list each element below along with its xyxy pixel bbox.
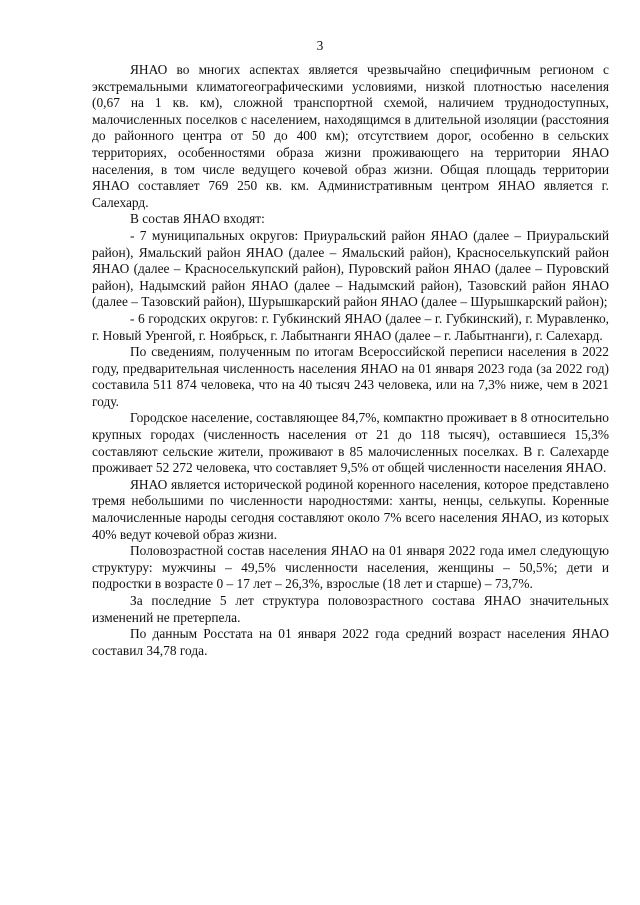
paragraph-city-districts: - 6 городских округов: г. Губкинский ЯНАО (далее – г. Губкинский), г. Муравленко, г. Новый Уренгой, г. Ноябрьск, г. Лабытнанги ЯНАО (далее – г. Лабытнанги), г. Салехард. [92, 310, 609, 343]
paragraph-urban-population: Городское население, составляющее 84,7%, компактно проживает в 8 относительно крупных городах (численность населения от 21 до 118 тысяч), оставшиеся 15,3% составляют сельские жители, проживают в 85 малочисленных поселках. В г. Салехарде проживает 52 272 человека, что составляет 9,5% от общей численности населения ЯНАО. [92, 410, 609, 476]
paragraph-composition-intro: В состав ЯНАО входят: [130, 211, 265, 227]
paragraph-region-overview: ЯНАО во многих аспектах является чрезвычайно специфичным регионом с экстремальными климатогеографическими условиями, низкой плотностью населения (0,67 на 1 кв. км), сложной транспортной схемой, наличием труднодоступных, малочисленных поселков с населением, находящимся в длительной изоляции (расстояния до районного центра от 50 до 400 км); отсутствием дорог, особенно в сельских территориях, особенностями образа жизни проживающего на территории ЯНАО населения, в том числе ведущего кочевой образ жизни. Общая площадь территории ЯНАО составляет 769 250 кв. км. Административным центром ЯНАО является г. Салехард. [92, 62, 609, 210]
paragraph-municipal-districts: - 7 муниципальных округов: Приуральский район ЯНАО (далее – Приуральский район), Ямальский район ЯНАО (далее – Ямальский район), Красноселькупский район ЯНАО (далее – Красноселькупский район), Пуровский район ЯНАО (далее – Пуровский район), Надымский район ЯНАО (далее – Надымский район), Тазовский район ЯНАО (далее – Тазовский район), Шурышкарский район ЯНАО (далее – Шурышкарский район); [92, 227, 609, 310]
paragraph-census-population: По сведениям, полученным по итогам Всероссийской переписи населения в 2022 году, предварительная численность населения ЯНАО на 01 января 2023 года (за 2022 год) составила 511 874 человека, что на 40 тысяч 243 человека, или на 7,3% ниже, чем в 2021 году. [92, 344, 609, 409]
document-body [92, 62, 609, 659]
paragraph-age-sex-structure: Половозрастной состав населения ЯНАО на 01 января 2022 года имел следующую структуру: мужчины – 49,5% численности населения, женщины – 50,5%; дети и подростки в возрасте 0 – 17 лет – 26,3%, взрослые (18 лет и старше) – 73,7%. [92, 543, 609, 592]
paragraph-average-age: По данным Росстата на 01 января 2022 года средний возраст населения ЯНАО составил 34,78 года. [92, 626, 609, 658]
page-number: 3 [316, 38, 324, 53]
paragraph-indigenous-population: ЯНАО является исторической родиной коренного населения, которое представлено тремя небольшими по численности народностями: ханты, ненцы, селькупы. Коренные малочисленные народы сегодня составляют около 7% всего населения ЯНАО, из которых 40% ведут кочевой образ жизни. [92, 476, 609, 542]
paragraph-structure-stability: За последние 5 лет структура половозрастного состава ЯНАО значительных изменений не претерпела. [92, 593, 609, 625]
